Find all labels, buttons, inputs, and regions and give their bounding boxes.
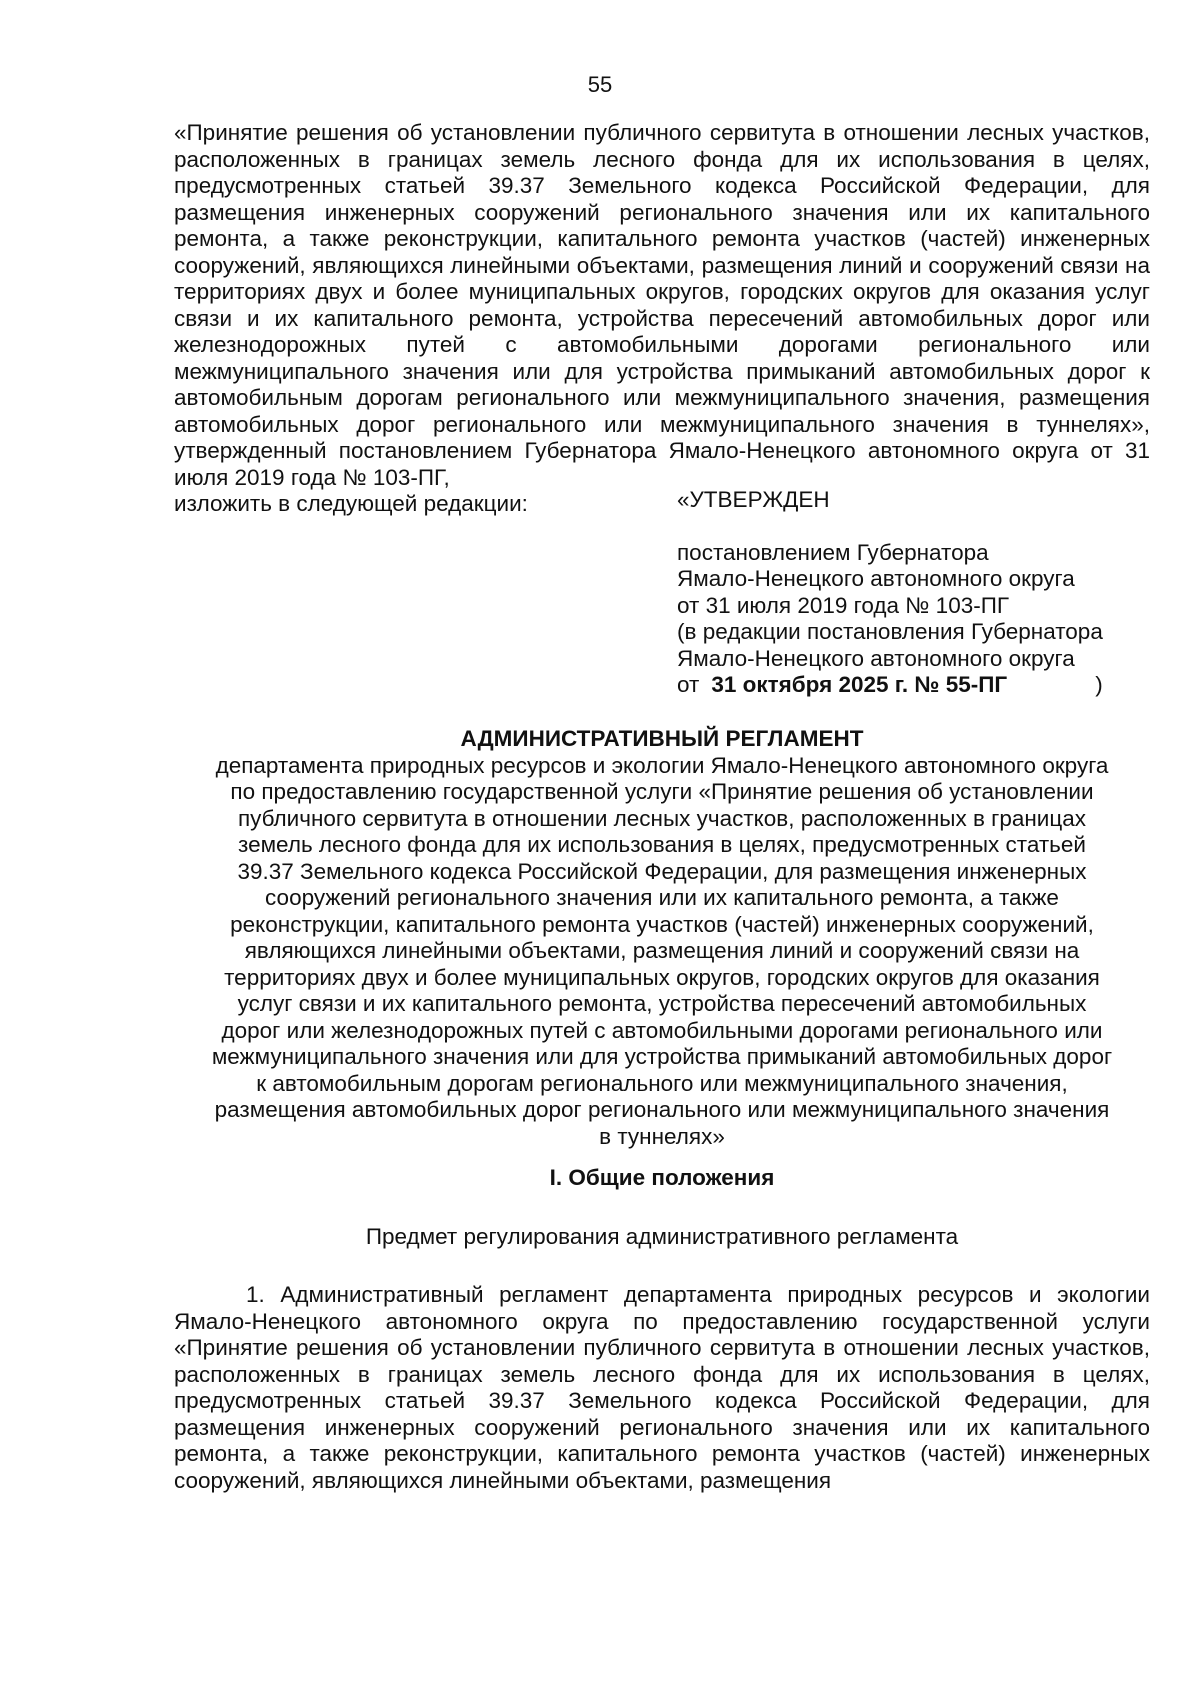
approval-gap: [677, 514, 1147, 540]
regulation-line: реконструкции, капитального ремонта участков (частей) инженерных сооружений,: [230, 911, 1094, 937]
regulation-line: публичного сервитута в отношении лесных участков, расположенных в границах: [237, 805, 1087, 831]
approval-heading: «УТВЕРЖДЕН: [677, 487, 830, 512]
approval-line: (в редакции постановления Губернатора: [677, 619, 1103, 644]
approval-line: постановлением Губернатора: [677, 539, 989, 565]
regulation-header: [174, 726, 1150, 1150]
intro-last-line: изложить в следующей редакции:: [174, 491, 528, 516]
regulation-line: являющихся линейными объектами, размещения линий и сооружений связи на: [244, 938, 1080, 963]
regulation-title: АДМИНИСТРАТИВНЫЙ РЕГЛАМЕНТ: [460, 726, 864, 751]
approval-date-line: [677, 672, 1147, 699]
approval-block: [677, 487, 1147, 699]
intro-paragraph: «Принятие решения об установлении публичного сервитута в отношении лесных участков, расположенных в границах земель лесного фонда для их использования в целях, предусмотренных статьей 39.37 Земельного кодекса Российской Федерации, для размещения инженерных сооружений регионального значения или их капитального ремонта, а также реконструкции, капитального ремонта участков (частей) инженерных сооружений, являющихся линейными объектами, размещения линий и сооружений связи на территориях двух и более муниципальных округов, городских округов для оказания услуг связи и их капитального ремонта, устройства пересечений автомобильных дорог или железнодорожных путей с автомобильными дорогами регионального или межмуниципального значения или для устройства примыканий автомобильных дорог к автомобильным дорогам регионального или межмуниципального значения, размещения автомобильных дорог регионального или межмуниципального значения в туннелях», утвержденный постановлением Губернатора Ямало-Ненецкого автономного округа от 31 июля 2019 года № 103-ПГ,: [174, 120, 1150, 490]
regulation-line: в туннелях»: [599, 1123, 725, 1149]
approval-line: от 31 июля 2019 года № 103-ПГ: [677, 592, 1010, 618]
section-title: I. Общие положения: [549, 1165, 775, 1190]
approval-line: Ямало-Ненецкого автономного округа: [677, 566, 1075, 591]
regulation-line: услуг связи и их капитального ремонта, устройства пересечений автомобильных: [237, 991, 1087, 1016]
regulation-line: по предоставлению государственной услуги «Принятие решения об установлении: [230, 779, 1094, 804]
page-number: 55: [587, 72, 613, 97]
approval-date: 31 октября 2025 г. № 55-ПГ: [711, 672, 1008, 697]
regulation-line: межмуниципального значения или для устройства примыканий автомобильных дорог: [211, 1044, 1113, 1069]
approval-line: Ямало-Ненецкого автономного округа: [677, 645, 1075, 671]
approval-date-prefix: от: [677, 672, 700, 697]
regulation-line: дорог или железнодорожных путей с автомобильными дорогами регионального или: [221, 1017, 1103, 1043]
approval-date-suffix: ): [1095, 672, 1103, 697]
intro-block: [174, 120, 1150, 518]
regulation-line: размещения автомобильных дорог регионального или межмуниципального значения: [214, 1097, 1110, 1122]
regulation-line: земель лесного фонда для их использования в целях, предусмотренных статьей: [238, 832, 1086, 857]
regulation-line: сооружений регионального значения или их капитального ремонта, а также: [265, 885, 1059, 910]
regulation-line: департамента природных ресурсов и экологии Ямало-Ненецкого автономного округа: [215, 752, 1109, 778]
section-subtitle: Предмет регулирования административного регламента: [365, 1224, 959, 1249]
regulation-line: территориях двух и более муниципальных округов, городских округов для оказания: [224, 964, 1100, 990]
section-paragraph: 1. Административный регламент департамента природных ресурсов и экологии Ямало-Ненецкого автономного округа по предоставлению государственной услуги «Принятие решения об установлении публичного сервитута в отношении лесных участков, расположенных в границах земель лесного фонда для их использования в целях, предусмотренных статьей 39.37 Земельного кодекса Российской Федерации, для размещения инженерных сооружений регионального значения или их капитального ремонта, а также реконструкции, капитального ремонта участков (частей) инженерных сооружений, являющихся линейными объектами, размещения: [174, 1282, 1150, 1493]
regulation-line: 39.37 Земельного кодекса Российской Федерации, для размещения инженерных: [237, 858, 1087, 884]
regulation-line: к автомобильным дорогам регионального или межмуниципального значения,: [256, 1070, 1068, 1096]
